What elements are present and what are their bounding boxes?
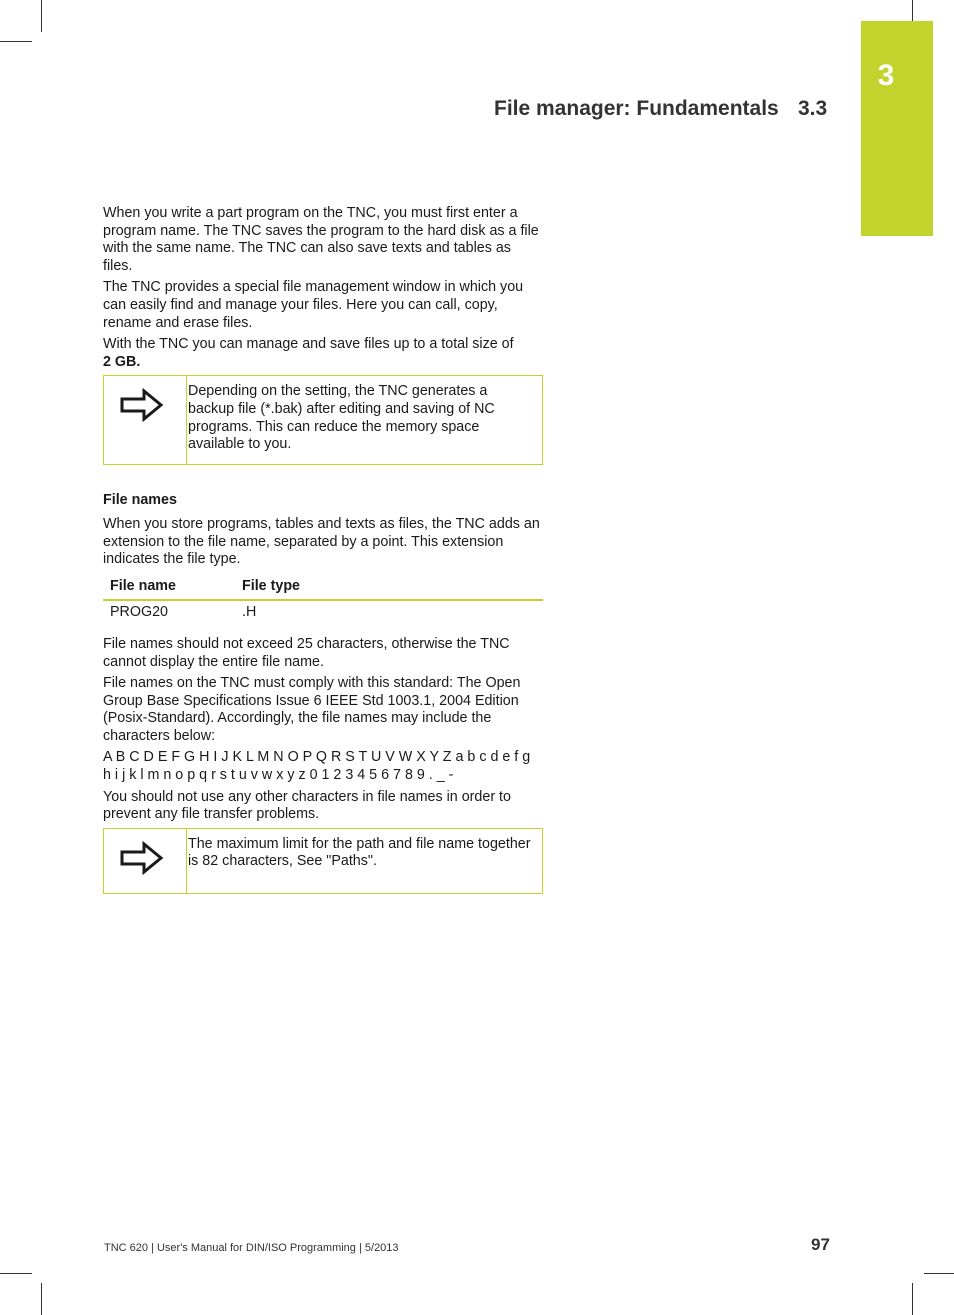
crop-mark — [0, 41, 32, 42]
page-number: 97 — [811, 1235, 830, 1254]
main-content — [103, 205, 543, 894]
note-text: Depending on the setting, the TNC generates a backup file (*.bak) after editing and saving of NC programs. This can reduce the memory space available to you. — [188, 383, 495, 453]
note-icon-cell — [104, 829, 187, 893]
crop-mark — [912, 1283, 913, 1315]
page-header-title: File manager: Fundamentals — [494, 97, 779, 120]
paragraph: File names on the TNC must comply with this standard: The Open Group Base Specifications Issue 6 IEEE Std 1003.1, 2004 Edition (Posix-Standard). Accordingly, the file names may include the characters below: — [103, 675, 521, 744]
note-box — [103, 375, 543, 465]
paragraph: The TNC provides a special file management window in which you can easily find and manage your files. Here you can call, copy, rename and erase files. — [103, 279, 524, 331]
table-header: File name — [103, 575, 235, 601]
character-list: A B C D E F G H I J K L M N O P Q R S T U V W X Y Z a b c d e f g h i j k l m n o p q r s t u v w x y z 0 1 2 3 4 5 6 7 8 9 . _ - — [103, 749, 531, 784]
note-box — [103, 828, 543, 894]
crop-mark — [41, 0, 42, 32]
chapter-tab — [861, 21, 933, 236]
paragraph: With the TNC you can manage and save files up to a total size of 2 GB. — [103, 336, 514, 370]
paragraph: When you store programs, tables and texts as files, the TNC adds an extension to the file name, separated by a point. This extension indicates the file type. — [103, 515, 540, 568]
crop-mark — [924, 1273, 954, 1274]
table-row — [103, 600, 543, 626]
table-cell: PROG20 — [110, 604, 169, 621]
paragraph: File names should not exceed 25 characters, otherwise the TNC cannot display the entire file name. — [103, 635, 510, 670]
file-type-table — [103, 575, 543, 626]
arrow-right-icon — [120, 841, 164, 875]
table-cell: .H — [242, 604, 257, 621]
crop-mark — [41, 1283, 42, 1315]
bold-size: 2 GB. — [103, 353, 141, 370]
page-header-section: 3.3 — [798, 97, 828, 120]
paragraph: You should not use any other characters in file names in order to prevent any file transfer problems. — [103, 788, 511, 823]
paragraph: When you write a part program on the TNC, you must first enter a program name. The TNC saves the program to the hard disk as a file with the same name. The TNC can also save texts and tables as files. — [103, 205, 539, 274]
crop-mark — [0, 1273, 32, 1274]
crop-mark — [912, 0, 913, 22]
chapter-number: 3 — [877, 59, 895, 92]
table-header: File type — [235, 575, 543, 601]
arrow-right-icon — [120, 388, 164, 422]
note-text: The maximum limit for the path and file name together is 82 characters, See "Paths". — [188, 835, 531, 870]
footer-text: TNC 620 | User's Manual for DIN/ISO Programming | 5/2013 — [104, 1242, 399, 1254]
note-icon-cell — [104, 376, 187, 464]
section-heading: File names — [103, 492, 177, 509]
